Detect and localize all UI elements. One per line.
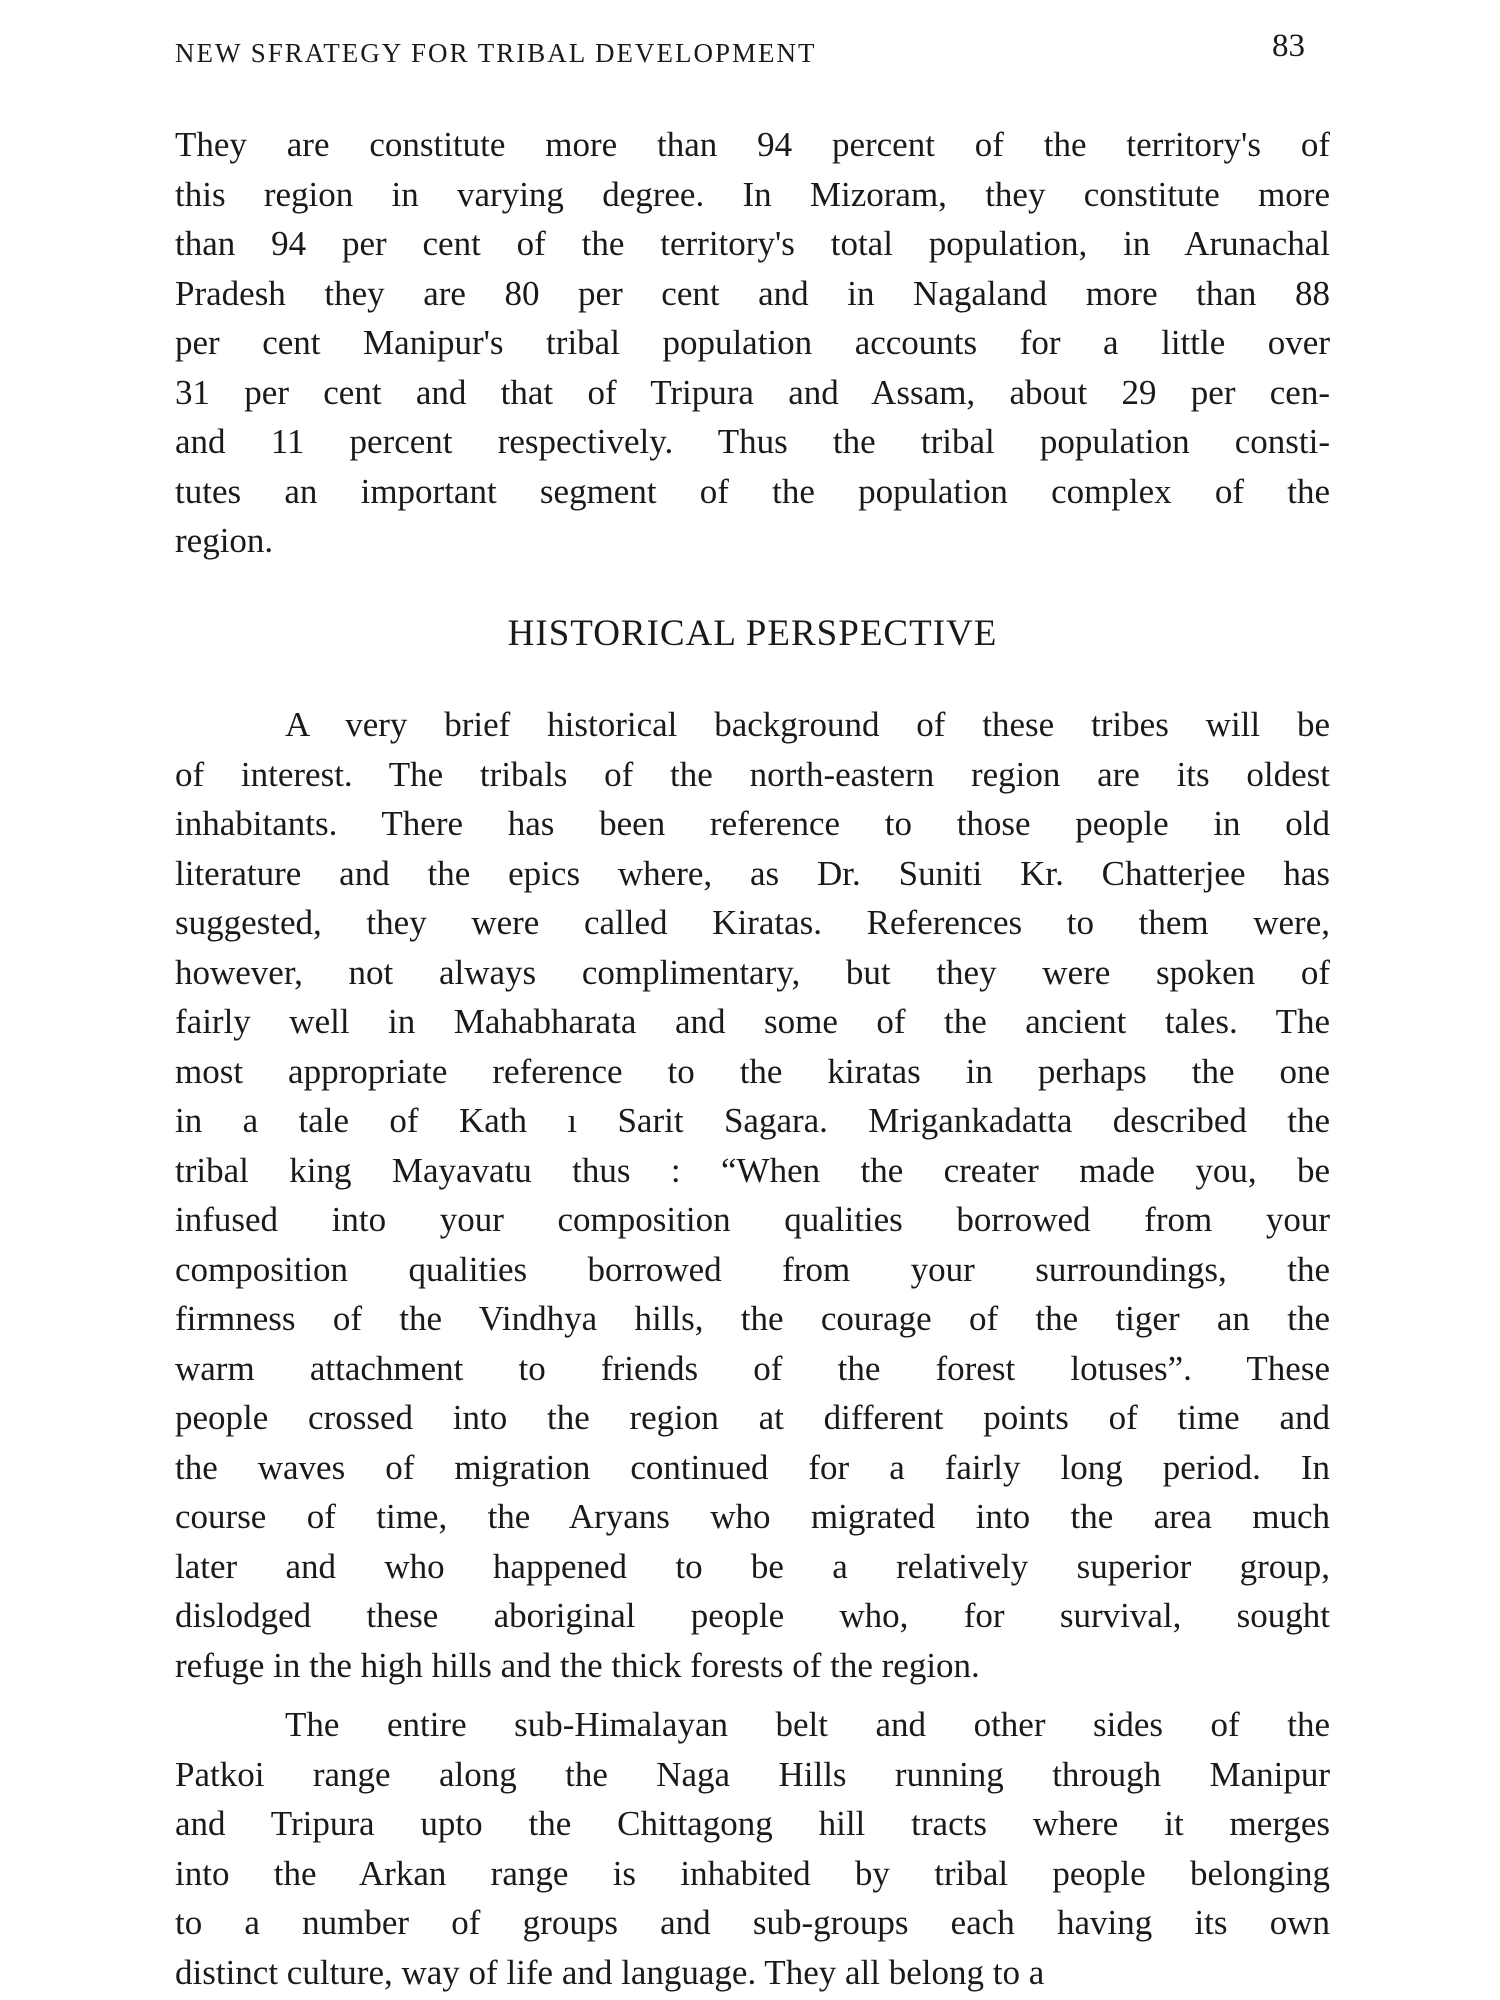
text-line: composition qualities borrowed from your surroundings, the (175, 1249, 1330, 1289)
text-line: tribal king Mayavatu thus : “When the creater made you, be (175, 1150, 1330, 1190)
text-line: firmness of the Vindhya hills, the courage of the tiger an the (175, 1299, 1330, 1338)
page-number: 83 (1272, 28, 1305, 64)
text-line: most appropriate reference to the kiratas in perhaps the one (175, 1051, 1330, 1091)
text-line: this region in varying degree. In Mizoram, they constitute more (175, 174, 1330, 214)
text-line: inhabitants. There has been reference to those people in old (175, 804, 1330, 843)
text-line: infused into your composition qualities borrowed from your (175, 1200, 1330, 1239)
text-line: to a number of groups and sub-groups each having its own (175, 1903, 1330, 1942)
text-line: the waves of migration continued for a fairly long period. In (175, 1447, 1330, 1487)
text-line: The entire sub-Himalayan belt and other sides of the (285, 1705, 1330, 1744)
paragraph-historical-background (175, 700, 1330, 1690)
paragraph-intro (175, 120, 1330, 566)
text-line: warm attachment to friends of the forest lotuses”. These (175, 1348, 1330, 1388)
running-head: NEW SFRATEGY FOR TRIBAL DEVELOPMENT (175, 38, 817, 68)
text-line: Pradesh they are 80 per cent and in Nagaland more than 88 (175, 273, 1330, 313)
text-line: and 11 percent respectively. Thus the tribal population consti- (175, 422, 1330, 461)
text-line: literature and the epics where, as Dr. Suniti Kr. Chatterjee has (175, 853, 1330, 893)
text-line: course of time, the Aryans who migrated into the area much (175, 1497, 1330, 1536)
text-line: fairly well in Mahabharata and some of the ancient tales. The (175, 1002, 1330, 1041)
text-line: dislodged these aboriginal people who, for survival, sought (175, 1596, 1330, 1635)
text-line: and Tripura upto the Chittagong hill tracts where it merges (175, 1804, 1330, 1843)
paragraph-sub-himalayan-belt (175, 1700, 1330, 1997)
text-line: A very brief historical background of these tribes will be (285, 705, 1330, 744)
text-line: people crossed into the region at different points of time and (175, 1398, 1330, 1437)
text-line: of interest. The tribals of the north-eastern region are its oldest (175, 754, 1330, 794)
text-line: into the Arkan range is inhabited by tribal people belonging (175, 1853, 1330, 1893)
text-line: region. (175, 521, 274, 560)
text-line: Patkoi range along the Naga Hills running through Manipur (175, 1754, 1330, 1794)
text-line: in a tale of Kath ı Sarit Sagara. Mrigankadatta described the (175, 1101, 1330, 1140)
text-line: however, not always complimentary, but they were spoken of (175, 952, 1330, 992)
text-line: tutes an important segment of the population complex of the (175, 471, 1330, 511)
text-line: distinct culture, way of life and language. They all belong to a (175, 1952, 1045, 1992)
text-line: later and who happened to be a relatively superior group, (175, 1546, 1330, 1586)
text-line: per cent Manipur's tribal population accounts for a little over (175, 323, 1330, 362)
section-heading: HISTORICAL PERSPECTIVE (507, 613, 998, 654)
text-line: suggested, they were called Kiratas. References to them were, (175, 903, 1330, 942)
text-line: 31 per cent and that of Tripura and Assam, about 29 per cen- (175, 372, 1330, 412)
text-line: They are constitute more than 94 percent of the territory's of (175, 125, 1330, 164)
text-line: than 94 per cent of the territory's total population, in Arunachal (175, 224, 1330, 263)
text-line: refuge in the high hills and the thick forests of the region. (175, 1645, 980, 1685)
